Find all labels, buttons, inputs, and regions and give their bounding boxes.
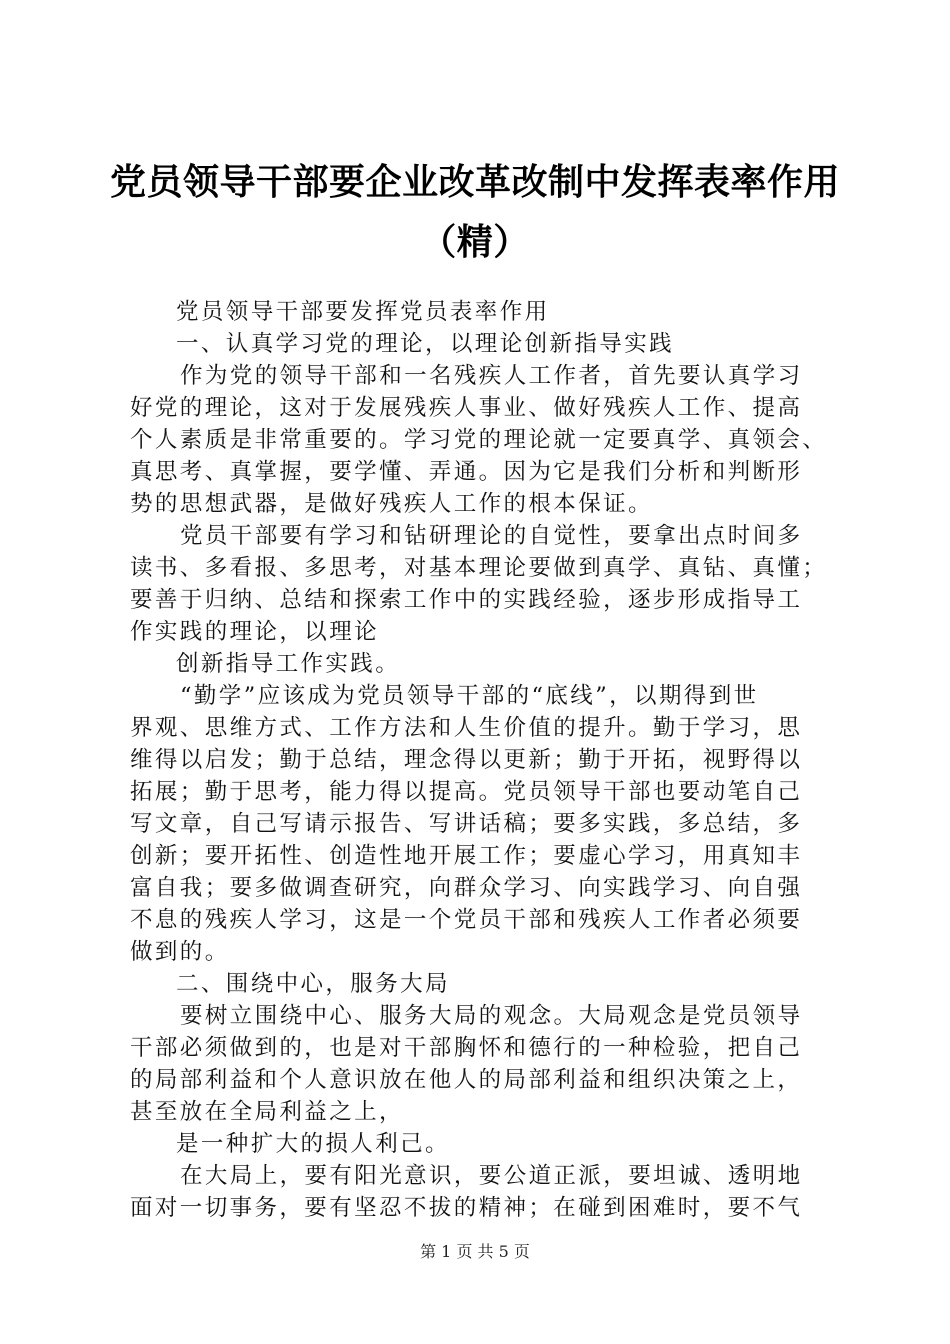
section-heading: 二、围绕中心，服务大局 xyxy=(176,971,450,997)
paragraph-line: 要树立围绕中心、服务大局的观念。大局观念是党员领导 xyxy=(180,1003,803,1029)
paragraph-line: 势的思想武器，是做好残疾人工作的根本保证。 xyxy=(130,491,653,517)
paragraph-line: 界观、思维方式、工作方法和人生价值的提升。勤于学习，思 xyxy=(130,715,803,741)
document-title-line2: （精） xyxy=(420,221,530,263)
paragraph-line: 的局部利益和个人意识放在他人的局部利益和组织决策之上， xyxy=(130,1067,803,1093)
paragraph-line: 面对一切事务，要有坚忍不拔的精神；在碰到困难时，要不气 xyxy=(130,1195,803,1221)
paragraph-line: 读书、多看报、多思考，对基本理论要做到真学、真钻、真懂； xyxy=(130,555,828,581)
paragraph-line: 创新指导工作实践。 xyxy=(176,651,401,677)
paragraph-line: 创新；要开拓性、创造性地开展工作；要虚心学习，用真知丰 xyxy=(130,843,803,869)
paragraph-line: 维得以启发；勤于总结，理念得以更新；勤于开拓，视野得以 xyxy=(130,747,803,773)
paragraph-line: 做到的。 xyxy=(130,939,230,965)
paragraph-line: 个人素质是非常重要的。学习党的理论就一定要真学、真领会、 xyxy=(130,427,828,453)
paragraph-line: 好党的理论，这对于发展残疾人事业、做好残疾人工作、提高 xyxy=(130,395,803,421)
paragraph-line: 是一种扩大的损人利己。 xyxy=(176,1131,450,1157)
document-body xyxy=(130,296,830,1224)
paragraph-line: 拓展；勤于思考，能力得以提高。党员领导干部也要动笔自己 xyxy=(130,779,803,805)
section-heading: 一、认真学习党的理论，以理论创新指导实践 xyxy=(176,331,675,357)
paragraph-line: 真思考、真掌握，要学懂、弄通。因为它是我们分析和判断形 xyxy=(130,459,803,485)
paragraph-line: 写文章，自己写请示报告、写讲话稿；要多实践，多总结，多 xyxy=(130,811,803,837)
paragraph-line: 党员干部要有学习和钻研理论的自觉性，要拿出点时间多 xyxy=(180,523,803,549)
document-title-line1: 党员领导干部要企业改革改制中发挥表率作用 xyxy=(110,161,841,203)
paragraph-line: “勤学”应该成为党员领导干部的“底线”，以期得到世 xyxy=(180,683,759,709)
paragraph-line: 要善于归纳、总结和探索工作中的实践经验，逐步形成指导工 xyxy=(130,587,803,613)
paragraph-line: 富自我；要多做调查研究，向群众学习、向实践学习、向自强 xyxy=(130,875,803,901)
paragraph-line: 党员领导干部要发挥党员表率作用 xyxy=(176,299,550,325)
paragraph-line: 作实践的理论，以理论 xyxy=(130,619,380,645)
paragraph-line: 干部必须做到的，也是对干部胸怀和德行的一种检验，把自己 xyxy=(130,1035,803,1061)
paragraph-line: 不息的残疾人学习，这是一个党员干部和残疾人工作者必须要 xyxy=(130,907,803,933)
paragraph-line: 甚至放在全局利益之上， xyxy=(130,1099,404,1125)
paragraph-line: 在大局上，要有阳光意识，要公道正派，要坦诚、透明地 xyxy=(180,1163,803,1189)
page-number-footer: 第 1 页 共 5 页 xyxy=(420,1242,530,1261)
paragraph-line: 作为党的领导干部和一名残疾人工作者，首先要认真学习 xyxy=(180,363,803,389)
